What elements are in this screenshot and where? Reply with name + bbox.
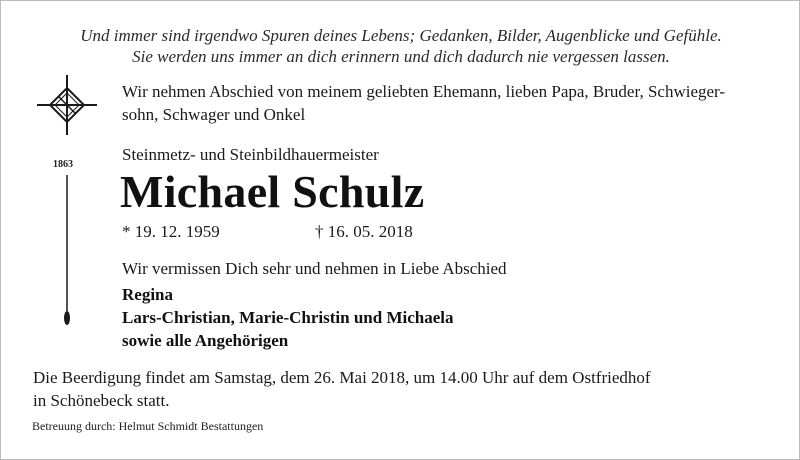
cross-emblem-icon (35, 75, 99, 331)
death-date: † 16. 05. 2018 (315, 222, 413, 241)
care-note: Betreuung durch: Helmut Schmidt Bestattungen (32, 419, 264, 433)
deceased-name: Michael Schulz (120, 166, 425, 217)
mourner-line: Lars-Christian, Marie-Christin und Michaela (122, 308, 454, 327)
quote-line-1: Und immer sind irgendwo Spuren deines Lebens; Gedanken, Bilder, Augenblicke und Gefühle. (80, 26, 722, 45)
mourning-text: Wir vermissen Dich sehr und nehmen in Liebe Abschied (122, 259, 507, 278)
farewell-line-2: sohn, Schwager und Onkel (122, 105, 306, 124)
profession: Steinmetz- und Steinbildhauermeister (122, 145, 379, 164)
funeral-line-1: Die Beerdigung findet am Samstag, dem 26. Mai 2018, um 14.00 Uhr auf dem Ostfriedhof (33, 368, 651, 387)
quote-line-2: Sie werden uns immer an dich erinnern und dich dadurch nie vergessen lassen. (132, 47, 670, 66)
mourner-line: Regina (122, 285, 173, 304)
mourner-line: sowie alle Angehörigen (122, 331, 289, 350)
farewell-line-1: Wir nehmen Abschied von meinem geliebten Ehemann, lieben Papa, Bruder, Schwieger- (122, 82, 726, 101)
funeral-line-2: in Schönebeck statt. (33, 391, 170, 410)
birth-date: * 19. 12. 1959 (122, 222, 220, 241)
emblem-year: 1863 (53, 159, 73, 170)
